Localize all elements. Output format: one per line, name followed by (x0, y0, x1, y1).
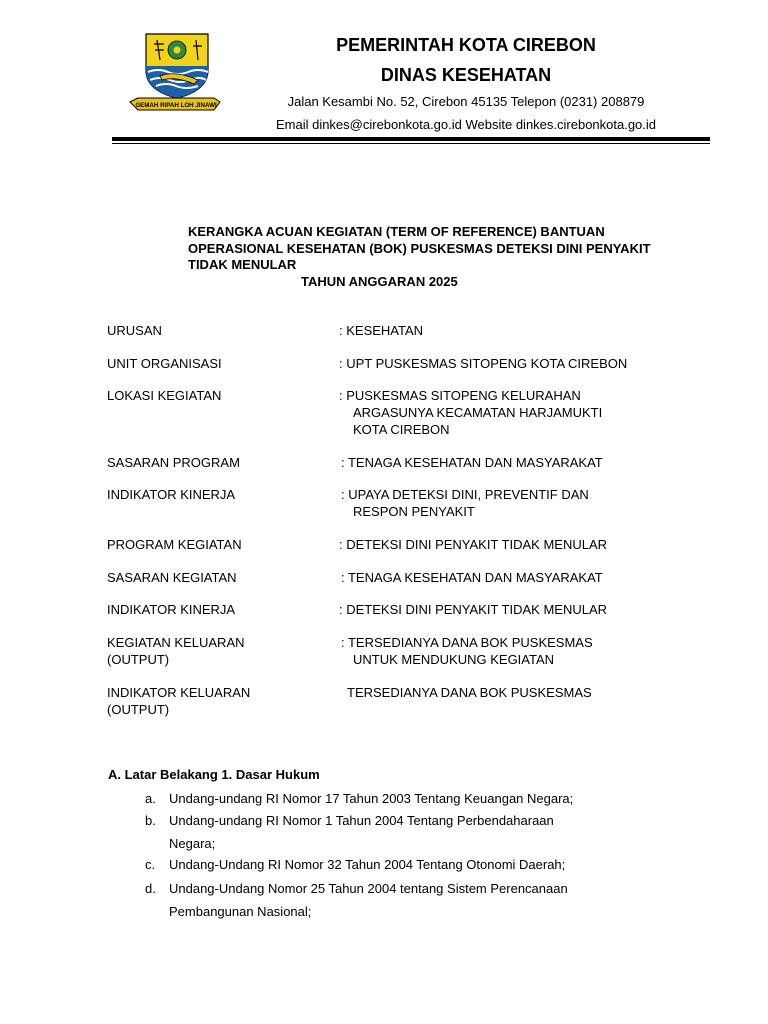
list-item-text: Negara; (169, 836, 216, 851)
list-item-text: Undang-undang RI Nomor 1 Tahun 2004 Tentang Perbendaharaan (169, 813, 554, 828)
field-label: INDIKATOR KELUARAN (107, 685, 251, 700)
field-value: : TENAGA KESEHATAN DAN MASYARAKAT (341, 570, 603, 585)
field-label: LOKASI KEGIATAN (107, 388, 222, 403)
list-item-text: Pembangunan Nasional; (169, 904, 312, 919)
field-label: UNIT ORGANISASI (107, 356, 222, 371)
field-value: : TERSEDIANYA DANA BOK PUSKESMAS (341, 635, 593, 650)
document-title-line-3: TIDAK MENULAR (188, 257, 297, 272)
document-title-line-2: OPERASIONAL KESEHATAN (BOK) PUSKESMAS DETEKSI DINI PENYAKIT (188, 241, 651, 256)
document-title-line-1: KERANGKA ACUAN KEGIATAN (TERM OF REFERENCE) BANTUAN (188, 224, 605, 239)
list-marker: d. (145, 881, 156, 896)
field-value: ARGASUNYA KECAMATAN HARJAMUKTI (353, 405, 603, 420)
field-label: KEGIATAN KELUARAN (107, 635, 245, 650)
field-label: SASARAN PROGRAM (107, 455, 240, 470)
address-line: Jalan Kesambi No. 52, Cirebon 45135 Telepon (0231) 208879 (287, 94, 645, 109)
field-value: UNTUK MENDUKUNG KEGIATAN (353, 652, 555, 667)
field-value: : UPAYA DETEKSI DINI, PREVENTIF DAN (341, 487, 589, 502)
field-label: (OUTPUT) (107, 652, 170, 667)
cirebon-city-logo (124, 30, 224, 116)
letterhead-rule-thin (112, 143, 710, 144)
field-label: SASARAN KEGIATAN (107, 570, 237, 585)
list-item-text: Undang-Undang Nomor 25 Tahun 2004 tentang Sistem Perencanaan (169, 881, 568, 896)
field-value: : TENAGA KESEHATAN DAN MASYARAKAT (341, 455, 603, 470)
list-marker: a. (145, 791, 156, 806)
field-label: INDIKATOR KINERJA (107, 602, 236, 617)
field-value: RESPON PENYAKIT (353, 504, 475, 519)
field-label: URUSAN (107, 323, 162, 338)
field-value: : KESEHATAN (339, 323, 424, 338)
list-item-text: Undang-Undang RI Nomor 32 Tahun 2004 Tentang Otonomi Daerah; (169, 857, 566, 872)
field-label: PROGRAM KEGIATAN (107, 537, 242, 552)
field-value: : PUSKESMAS SITOPENG KELURAHAN (339, 388, 581, 403)
list-marker: b. (145, 813, 156, 828)
field-label: (OUTPUT) (107, 702, 170, 717)
letterhead-rule-thick (112, 137, 710, 141)
field-label: INDIKATOR KINERJA (107, 487, 236, 502)
field-value: KOTA CIREBON (353, 422, 450, 437)
field-value: : DETEKSI DINI PENYAKIT TIDAK MENULAR (339, 537, 608, 552)
field-value: : UPT PUSKESMAS SITOPENG KOTA CIREBON (339, 356, 628, 371)
department-name: DINAS KESEHATAN (380, 65, 552, 85)
contact-line: Email dinkes@cirebonkota.go.id Website dinkes.cirebonkota.go.id (275, 117, 657, 132)
field-value: TERSEDIANYA DANA BOK PUSKESMAS (347, 685, 592, 700)
section-title: A. Latar Belakang 1. Dasar Hukum (108, 767, 320, 782)
list-marker: c. (145, 857, 156, 872)
logo-motto: GEMAH RIPAH LOH JINAWI (135, 102, 217, 109)
document-title-year: TAHUN ANGGARAN 2025 (301, 274, 458, 289)
organization-name: PEMERINTAH KOTA CIREBON (336, 35, 596, 55)
field-value: : DETEKSI DINI PENYAKIT TIDAK MENULAR (339, 602, 608, 617)
list-item-text: Undang-undang RI Nomor 17 Tahun 2003 Tentang Keuangan Negara; (169, 791, 574, 806)
